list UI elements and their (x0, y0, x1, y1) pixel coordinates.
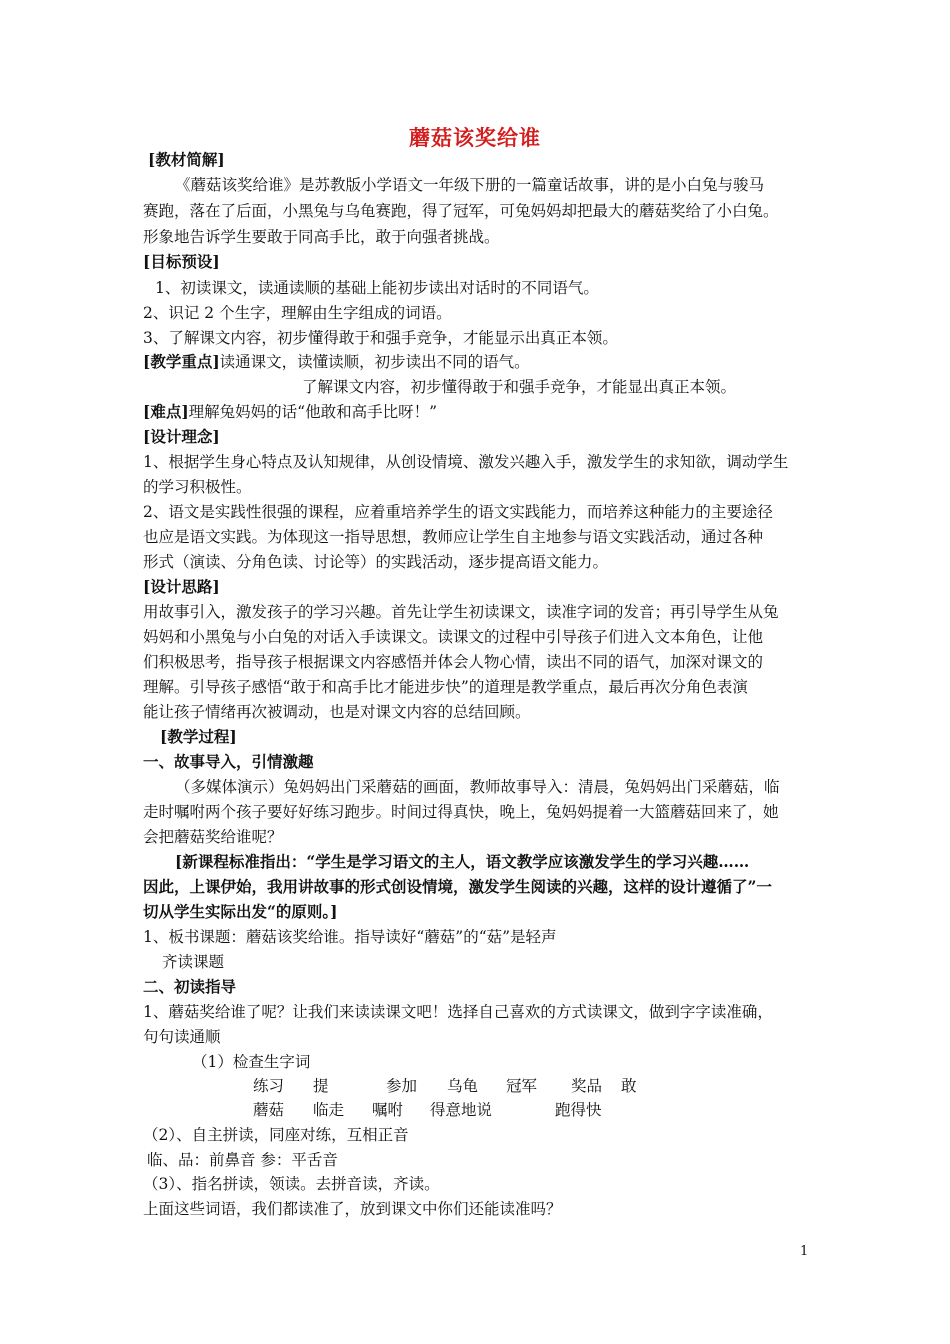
step3-line: （3）、指名拼读，领读。去拼音读，齐读。 (143, 1175, 440, 1193)
goal-item-3: 3、了解课文内容，初步懂得敢于和强手竞争，才能显示出真正本领。 (143, 329, 618, 347)
pronunciation-line: 临、品：前鼻音 参：平舌音 (147, 1151, 338, 1169)
part2-line-1: 1、蘑菇奖给谁了呢？让我们来读读课文吧！选择自己喜欢的方式读课文，做到字字读准确， (143, 1003, 773, 1021)
approach-line-5: 能让孩子情绪再次被调动，也是对课文内容的总结回顾。 (143, 703, 531, 721)
word-item: 跑得快 (555, 1101, 602, 1119)
goal-item-2: 2、识记 2 个生字，理解由生字组成的词语。 (143, 304, 452, 322)
board-line: 1、板书课题：蘑菇该奖给谁。指导读好“蘑菇”的“菇”是轻声 (143, 928, 557, 946)
check-line: （1）检查生字词 (192, 1053, 311, 1071)
word-item: 嘱咐 (372, 1101, 404, 1119)
process-heading: [教学过程] (160, 727, 237, 746)
difficulty-text: 理解兔妈妈的话“他敢和高手比呀！” (188, 403, 438, 421)
word-item: 乌龟 (447, 1077, 479, 1095)
standard-note-line-2: 因此，上课伊始，我用讲故事的形式创设情境，激发学生阅读的兴趣，这样的设计遵循了”一 (143, 877, 772, 896)
part1-heading: 一、故事导入，引情激趣 (143, 752, 314, 771)
word-item: 练习 (253, 1077, 285, 1095)
goals-heading: [目标预设] (143, 252, 220, 271)
part2-heading: 二、初读指导 (143, 977, 237, 996)
step2-line: （2）、自主拼读，同座对练，互相正音 (143, 1126, 409, 1144)
concept-line-3: 2、语文是实践性很强的课程，应着重培养学生的语文实践能力，而培养这种能力的主要途径 (143, 503, 773, 521)
concept-line-5: 形式（演读、分角色读、讨论等）的实践活动，逐步提高语文能力。 (143, 553, 609, 571)
word-item: 临走 (313, 1101, 345, 1119)
part1-line-1: （多媒体演示）兔妈妈出门采蘑菇的画面，教师故事导入：清晨，兔妈妈出门采蘑菇，临 (175, 778, 780, 796)
word-item: 提 (313, 1077, 329, 1095)
document-title: 蘑菇该奖给谁 (409, 125, 541, 150)
approach-line-2: 妈妈和小黑兔与小白兔的对话入手读课文。读课文的过程中引导孩子们进入文本角色，让他 (143, 628, 764, 646)
difficulty-line (143, 400, 437, 424)
intro-line-2: 赛跑，落在了后面，小黑兔与乌龟赛跑，得了冠军，可兔妈妈却把最大的蘑菇奖给了小白兔。 (143, 202, 779, 220)
board-line-2: 齐读课题 (162, 953, 225, 971)
approach-line-4: 理解。引导孩子感悟“敢于和高手比才能进步快”的道理是教学重点，最后再次分角色表演 (143, 678, 748, 696)
standard-note-line-1: [新课程标准指出：“学生是学习语文的主人，语文教学应该激发学生的学习兴趣…… (175, 852, 750, 871)
intro-line-3: 形象地告诉学生要敢于同高手比，敢于向强者挑战。 (143, 228, 500, 246)
standard-note-line-3: 切从学生实际出发“的原则。] (143, 902, 338, 921)
difficulty-heading: [难点] (143, 402, 189, 421)
key-points-line-1 (143, 350, 530, 374)
approach-heading: [设计思路] (143, 577, 220, 596)
part2-line-2: 句句读通顺 (143, 1028, 221, 1046)
key-points-text-1: 读通课文，读懂读顺，初步读出不同的语气。 (219, 353, 530, 371)
part1-line-3: 会把蘑菇奖给谁呢？ (143, 828, 283, 846)
word-item: 敢 (621, 1077, 637, 1095)
part1-line-2: 走时嘱咐两个孩子要好好练习跑步。时间过得真快，晚上，兔妈妈提着一大篮蘑菇回来了，她 (143, 803, 779, 821)
word-item: 奖品 (571, 1077, 603, 1095)
word-item: 蘑菇 (253, 1101, 285, 1119)
word-item: 参加 (386, 1077, 418, 1095)
key-points-line-2: 了解课文内容，初步懂得敢于和强手竞争，才能显出真正本领。 (302, 378, 737, 396)
concept-line-1: 1、根据学生身心特点及认知规律，从创设情境、激发兴趣入手，激发学生的求知欲，调动学生 (143, 453, 789, 471)
closing-line: 上面这些词语，我们都读准了，放到课文中你们还能读准吗？ (143, 1200, 562, 1218)
approach-line-1: 用故事引入，激发孩子的学习兴趣。首先让学生初读课文，读准字词的发音；再引导学生从兔 (143, 603, 779, 621)
word-item: 得意地说 (430, 1101, 493, 1119)
word-item: 冠军 (506, 1077, 538, 1095)
intro-heading: [教材简解] (148, 150, 225, 169)
concept-line-2: 的学习积极性。 (143, 478, 252, 496)
intro-line-1: 《蘑菇该奖给谁》是苏教版小学语文一年级下册的一篇童话故事，讲的是小白兔与骏马 (175, 176, 765, 194)
concept-line-4: 也应是语文实践。为体现这一指导思想，教师应让学生自主地参与语文实践活动，通过各种 (143, 528, 764, 546)
approach-line-3: 们积极思考，指导孩子根据课文内容感悟并体会人物心情，读出不同的语气，加深对课文的 (143, 653, 764, 671)
page-number: 1 (800, 1244, 809, 1259)
key-points-heading: [教学重点] (143, 352, 220, 371)
concept-heading: [设计理念] (143, 427, 220, 446)
goal-item-1: 1、初读课文，读通读顺的基础上能初步读出对话时的不同语气。 (155, 279, 599, 297)
